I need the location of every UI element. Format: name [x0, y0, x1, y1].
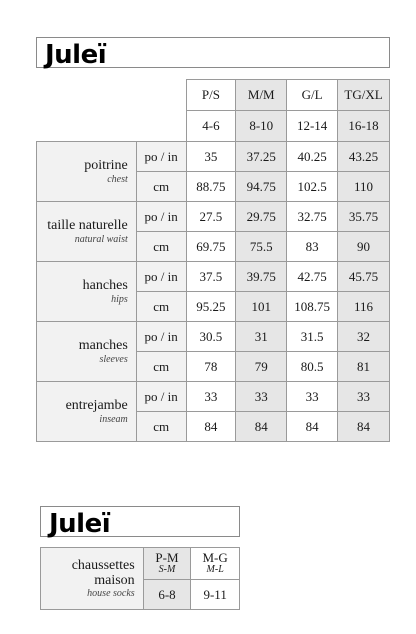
measurement-value: 108.75: [287, 292, 338, 322]
measurement-value: 33: [186, 382, 236, 412]
measurement-label-en: natural waist: [74, 233, 128, 245]
size-range: 12-14: [287, 111, 338, 142]
measurement-value: 101: [236, 292, 287, 322]
measurement-label-fr: manches: [78, 338, 128, 354]
measurement-value: 75.5: [236, 232, 287, 262]
unit-cell: cm: [136, 232, 186, 262]
measurement-value: 31.5: [287, 322, 338, 352]
measurement-value: 37.5: [186, 262, 236, 292]
measurement-label-cell: [37, 202, 137, 262]
size-header-row: [37, 80, 390, 111]
measurement-value: 84: [186, 412, 236, 442]
measurement-label-en: hips: [111, 293, 128, 305]
measurement-value: 84: [236, 412, 287, 442]
unit-cell: po / in: [136, 262, 186, 292]
measurement-row: [37, 322, 390, 352]
measurement-value: 95.25: [186, 292, 236, 322]
socks-size-fr: P-M: [155, 550, 179, 566]
unit-cell: po / in: [136, 322, 186, 352]
socks-size-header: [143, 548, 191, 580]
unit-cell: po / in: [136, 142, 186, 172]
measurement-value: 40.25: [287, 142, 338, 172]
measurement-value: 78: [186, 352, 236, 382]
measurement-value: 45.75: [338, 262, 390, 292]
measurement-value: 37.25: [236, 142, 287, 172]
socks-size-fr: M-G: [202, 550, 228, 566]
measurement-label-en: sleeves: [99, 353, 128, 365]
measurement-row: [37, 142, 390, 172]
measurement-label-fr: hanches: [82, 278, 128, 294]
unit-cell: cm: [136, 292, 186, 322]
measurement-value: 33: [338, 382, 390, 412]
socks-size-en: S-M: [158, 564, 176, 576]
measurement-label-cell: [37, 322, 137, 382]
unit-cell: cm: [136, 172, 186, 202]
measurement-value: 116: [338, 292, 390, 322]
measurement-label-fr: taille naturelle: [47, 218, 128, 234]
size-header: G/L: [287, 80, 338, 111]
measurement-label-cell: [37, 382, 137, 442]
measurement-value: 88.75: [186, 172, 236, 202]
size-header: P/S: [186, 80, 236, 111]
measurement-value: 90: [338, 232, 390, 262]
socks-size-value: 6-8: [143, 580, 191, 610]
brand-header-main: [36, 37, 390, 68]
measurement-value: 69.75: [186, 232, 236, 262]
measurement-label-cell: [37, 262, 137, 322]
unit-cell: po / in: [136, 202, 186, 232]
measurement-value: 79: [236, 352, 287, 382]
measurement-value: 80.5: [287, 352, 338, 382]
size-header: M/M: [236, 80, 287, 111]
measurement-value: 42.75: [287, 262, 338, 292]
measurement-value: 33: [236, 382, 287, 412]
measurement-value: 32: [338, 322, 390, 352]
socks-size-value: 9-11: [191, 580, 240, 610]
brand-logo: Juleï: [45, 40, 107, 70]
unit-cell: po / in: [136, 382, 186, 412]
measurement-value: 29.75: [236, 202, 287, 232]
measurement-value: 102.5: [287, 172, 338, 202]
measurement-label-fr: entrejambe: [65, 398, 128, 414]
size-range: 16-18: [338, 111, 390, 142]
socks-label-fr-2: maison: [94, 573, 135, 588]
size-header: TG/XL: [338, 80, 390, 111]
brand-logo: Juleï: [49, 509, 111, 539]
socks-size-table: [40, 547, 240, 610]
size-range: 8-10: [236, 111, 287, 142]
measurement-label-cell: [37, 142, 137, 202]
measurement-value: 33: [287, 382, 338, 412]
measurement-row: [37, 382, 390, 412]
measurement-label-fr: poitrine: [84, 158, 128, 174]
measurement-value: 81: [338, 352, 390, 382]
socks-label-en: house socks: [87, 588, 135, 600]
unit-cell: cm: [136, 352, 186, 382]
measurement-value: 84: [338, 412, 390, 442]
size-range-row: [37, 111, 390, 142]
brand-header-socks: [40, 506, 240, 537]
measurement-value: 39.75: [236, 262, 287, 292]
measurement-value: 84: [287, 412, 338, 442]
measurement-label-en: inseam: [99, 413, 128, 425]
unit-cell: cm: [136, 412, 186, 442]
measurement-value: 27.5: [186, 202, 236, 232]
socks-label-cell: [41, 548, 144, 610]
size-range: 4-6: [186, 111, 236, 142]
measurement-value: 83: [287, 232, 338, 262]
measurement-value: 31: [236, 322, 287, 352]
measurement-value: 32.75: [287, 202, 338, 232]
measurement-value: 94.75: [236, 172, 287, 202]
socks-size-en: M-L: [206, 564, 224, 576]
size-chart-table: [36, 79, 390, 442]
socks-label-fr-1: chaussettes: [71, 557, 135, 573]
measurement-label-en: chest: [107, 173, 128, 185]
measurement-row: [37, 202, 390, 232]
measurement-value: 35: [186, 142, 236, 172]
measurement-row: [37, 262, 390, 292]
measurement-value: 30.5: [186, 322, 236, 352]
measurement-value: 43.25: [338, 142, 390, 172]
socks-size-header: [191, 548, 240, 580]
measurement-value: 110: [338, 172, 390, 202]
measurement-value: 35.75: [338, 202, 390, 232]
